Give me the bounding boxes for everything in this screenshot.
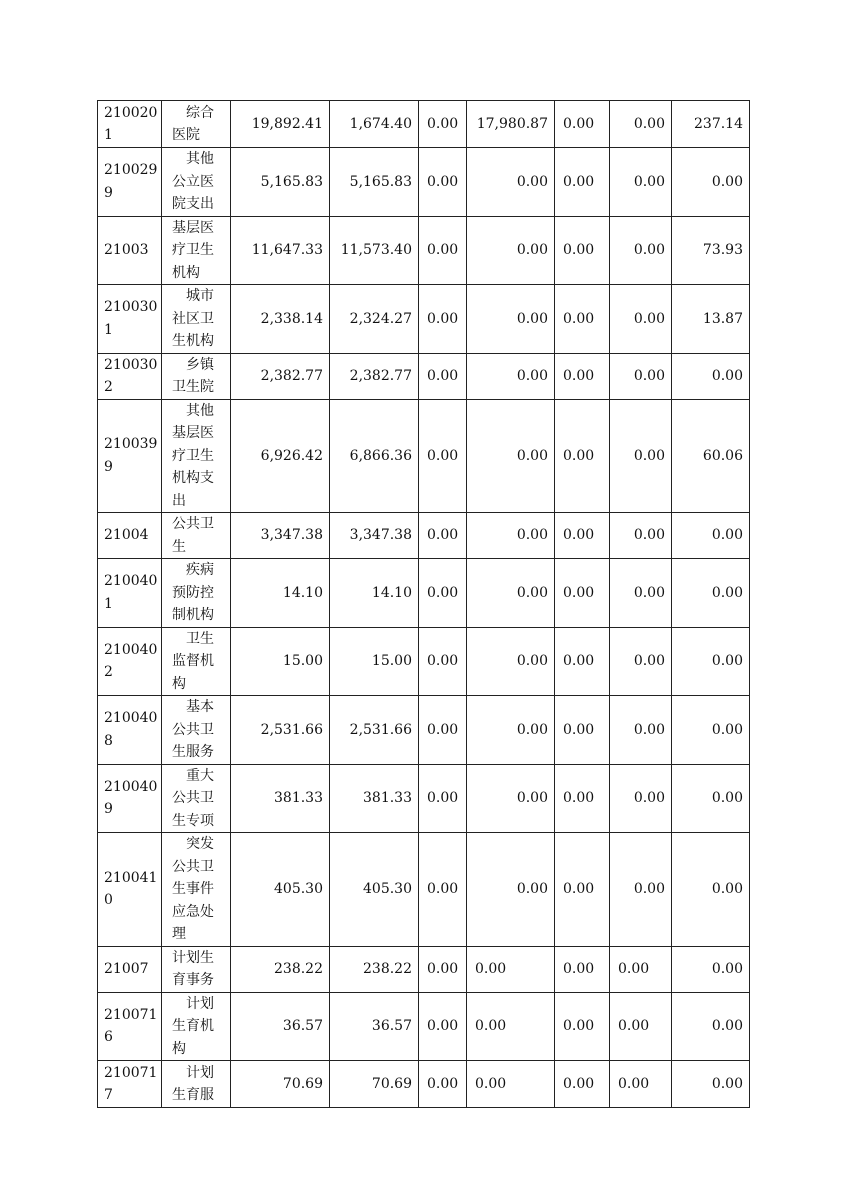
amount-cell-v3: 0.00 xyxy=(419,101,467,148)
amount-cell-v5: 0.00 xyxy=(555,353,610,399)
amount-cell-v3: 0.00 xyxy=(419,285,467,354)
account-code-cell xyxy=(98,513,162,559)
amount-cell-v2: 2,382.77 xyxy=(330,353,419,399)
table-row xyxy=(98,216,750,285)
amount-cell-v5: 0.00 xyxy=(555,946,610,992)
account-name-cell xyxy=(162,101,231,148)
budget-expenditure-table xyxy=(97,100,750,1108)
amount-cell-v1: 238.22 xyxy=(231,946,330,992)
amount-cell-v7: 0.00 xyxy=(672,513,750,559)
account-name-line: 疾病 xyxy=(186,562,214,578)
account-name-line: 公共卫 xyxy=(172,516,214,532)
account-code-text: 21003 xyxy=(104,242,149,258)
amount-cell-v2: 70.69 xyxy=(330,1061,419,1108)
account-code-cell xyxy=(98,992,162,1061)
account-code-text: 8 xyxy=(104,732,113,749)
amount-cell-v7: 0.00 xyxy=(672,148,750,217)
amount-cell-v3: 0.00 xyxy=(419,1061,467,1108)
account-name-line: 理 xyxy=(172,926,186,942)
account-name-line: 制机构 xyxy=(172,607,214,623)
amount-cell-v4: 0.00 xyxy=(467,559,555,628)
amount-cell-v4: 0.00 xyxy=(467,627,555,696)
amount-cell-v6: 0.00 xyxy=(610,559,672,628)
account-name-cell xyxy=(162,559,231,628)
account-code-text: 6 xyxy=(104,1029,113,1046)
table-row xyxy=(98,992,750,1061)
amount-cell-v3: 0.00 xyxy=(419,627,467,696)
amount-cell-v5: 0.00 xyxy=(555,992,610,1061)
account-name-line: 生 xyxy=(172,538,186,555)
account-name-cell xyxy=(162,992,231,1061)
amount-cell-v1: 70.69 xyxy=(231,1061,330,1108)
amount-cell-v3: 0.00 xyxy=(419,764,467,833)
table-row xyxy=(98,399,750,513)
table-row xyxy=(98,285,750,354)
account-name-line: 公共卫 xyxy=(172,721,214,738)
table-row xyxy=(98,1061,750,1108)
account-name-line: 乡镇 xyxy=(186,356,214,373)
account-code-cell xyxy=(98,216,162,285)
account-code-text: 210040 xyxy=(104,710,158,727)
amount-cell-v6: 0.00 xyxy=(610,513,672,559)
table-row xyxy=(98,148,750,217)
account-name-line: 卫生 xyxy=(186,630,214,647)
account-name-cell xyxy=(162,285,231,354)
account-name-line: 生服务 xyxy=(172,744,214,760)
account-name-line: 生育机 xyxy=(172,1018,214,1034)
amount-cell-v2: 381.33 xyxy=(330,764,419,833)
account-code-text: 9 xyxy=(104,184,113,201)
amount-cell-v6: 0.00 xyxy=(610,833,672,947)
account-name-line: 院支出 xyxy=(172,196,214,212)
amount-cell-v7: 73.93 xyxy=(672,216,750,285)
amount-cell-v2: 1,674.40 xyxy=(330,101,419,148)
account-code-cell xyxy=(98,285,162,354)
amount-cell-v2: 405.30 xyxy=(330,833,419,947)
account-name-cell xyxy=(162,216,231,285)
account-name-line: 机构 xyxy=(172,264,200,281)
table-row xyxy=(98,946,750,992)
amount-cell-v6: 0.00 xyxy=(610,1061,672,1108)
amount-cell-v4: 17,980.87 xyxy=(467,101,555,148)
account-code-text: 210029 xyxy=(104,162,158,179)
account-name-line: 疗卫生 xyxy=(172,242,214,258)
account-name-line: 综合 xyxy=(186,104,214,121)
table-row xyxy=(98,559,750,628)
amount-cell-v1: 14.10 xyxy=(231,559,330,628)
account-code-text: 0 xyxy=(104,892,113,909)
account-code-cell xyxy=(98,559,162,628)
account-code-text: 210020 xyxy=(104,104,158,121)
amount-cell-v7: 0.00 xyxy=(672,992,750,1061)
account-code-text: 2 xyxy=(104,664,113,681)
account-code-cell xyxy=(98,696,162,765)
table-row xyxy=(98,513,750,559)
amount-cell-v2: 15.00 xyxy=(330,627,419,696)
amount-cell-v3: 0.00 xyxy=(419,696,467,765)
amount-cell-v6: 0.00 xyxy=(610,216,672,285)
amount-cell-v4: 0.00 xyxy=(467,148,555,217)
amount-cell-v1: 381.33 xyxy=(231,764,330,833)
account-code-cell xyxy=(98,148,162,217)
account-name-line: 计划 xyxy=(186,1064,214,1081)
amount-cell-v2: 3,347.38 xyxy=(330,513,419,559)
amount-cell-v6: 0.00 xyxy=(610,101,672,148)
amount-cell-v1: 405.30 xyxy=(231,833,330,947)
amount-cell-v6: 0.00 xyxy=(610,764,672,833)
amount-cell-v7: 0.00 xyxy=(672,353,750,399)
table-row xyxy=(98,101,750,148)
account-name-line: 医院 xyxy=(172,127,200,143)
account-code-cell xyxy=(98,946,162,992)
account-code-text: 210040 xyxy=(104,778,158,795)
amount-cell-v6: 0.00 xyxy=(610,353,672,399)
amount-cell-v2: 14.10 xyxy=(330,559,419,628)
amount-cell-v6: 0.00 xyxy=(610,627,672,696)
account-name-cell xyxy=(162,627,231,696)
account-code-text: 210071 xyxy=(104,1064,158,1081)
account-code-text: 1 xyxy=(104,321,113,338)
account-name-cell xyxy=(162,764,231,833)
account-code-text: 1 xyxy=(104,595,113,612)
amount-cell-v3: 0.00 xyxy=(419,513,467,559)
amount-cell-v7: 60.06 xyxy=(672,399,750,513)
account-name-line: 疗卫生 xyxy=(172,447,214,464)
amount-cell-v5: 0.00 xyxy=(555,216,610,285)
amount-cell-v3: 0.00 xyxy=(419,353,467,399)
account-name-line: 基本 xyxy=(186,699,214,715)
amount-cell-v4: 0.00 xyxy=(467,216,555,285)
account-code-text: 210041 xyxy=(104,869,158,886)
amount-cell-v1: 19,892.41 xyxy=(231,101,330,148)
amount-cell-v3: 0.00 xyxy=(419,148,467,217)
account-name-line: 生机构 xyxy=(172,333,214,349)
amount-cell-v3: 0.00 xyxy=(419,833,467,947)
amount-cell-v4: 0.00 xyxy=(467,992,555,1061)
amount-cell-v5: 0.00 xyxy=(555,627,610,696)
amount-cell-v1: 15.00 xyxy=(231,627,330,696)
account-name-line: 卫生院 xyxy=(172,379,214,395)
account-name-cell xyxy=(162,1061,231,1108)
amount-cell-v7: 0.00 xyxy=(672,696,750,765)
amount-cell-v1: 3,347.38 xyxy=(231,513,330,559)
account-code-text: 210030 xyxy=(104,356,158,373)
amount-cell-v4: 0.00 xyxy=(467,696,555,765)
amount-cell-v4: 0.00 xyxy=(467,833,555,947)
account-code-text: 7 xyxy=(104,1087,113,1103)
amount-cell-v5: 0.00 xyxy=(555,1061,610,1108)
amount-cell-v5: 0.00 xyxy=(555,696,610,765)
amount-cell-v7: 0.00 xyxy=(672,627,750,696)
account-name-line: 公共卫 xyxy=(172,790,214,806)
amount-cell-v6: 0.00 xyxy=(610,399,672,513)
account-name-line: 监督机 xyxy=(172,653,214,669)
amount-cell-v5: 0.00 xyxy=(555,559,610,628)
account-name-line: 重大 xyxy=(186,767,214,784)
account-name-cell xyxy=(162,399,231,513)
account-name-line: 育事务 xyxy=(172,972,214,988)
account-name-line: 计划生 xyxy=(172,949,214,966)
table-row xyxy=(98,833,750,947)
account-code-cell xyxy=(98,353,162,399)
account-name-line: 构 xyxy=(172,675,186,692)
amount-cell-v1: 5,165.83 xyxy=(231,148,330,217)
amount-cell-v5: 0.00 xyxy=(555,764,610,833)
amount-cell-v7: 0.00 xyxy=(672,1061,750,1108)
amount-cell-v2: 238.22 xyxy=(330,946,419,992)
account-code-cell xyxy=(98,1061,162,1108)
account-code-text: 21004 xyxy=(104,527,149,544)
account-code-text: 210040 xyxy=(104,641,158,658)
account-code-cell xyxy=(98,764,162,833)
amount-cell-v7: 13.87 xyxy=(672,285,750,354)
account-name-line: 突发 xyxy=(186,836,214,852)
amount-cell-v7: 0.00 xyxy=(672,946,750,992)
amount-cell-v4: 0.00 xyxy=(467,353,555,399)
account-name-line: 其他 xyxy=(186,402,214,419)
account-name-cell xyxy=(162,696,231,765)
amount-cell-v5: 0.00 xyxy=(555,101,610,148)
account-code-text: 1 xyxy=(104,127,113,143)
table-row xyxy=(98,353,750,399)
account-name-line: 公共卫 xyxy=(172,858,214,875)
amount-cell-v4: 0.00 xyxy=(467,285,555,354)
amount-cell-v1: 2,531.66 xyxy=(231,696,330,765)
amount-cell-v7: 0.00 xyxy=(672,559,750,628)
amount-cell-v4: 0.00 xyxy=(467,764,555,833)
amount-cell-v1: 36.57 xyxy=(231,992,330,1061)
account-name-line: 基层医 xyxy=(172,219,214,236)
account-name-cell xyxy=(162,833,231,947)
amount-cell-v4: 0.00 xyxy=(467,1061,555,1108)
account-name-line: 生事件 xyxy=(172,881,214,897)
amount-cell-v5: 0.00 xyxy=(555,285,610,354)
account-code-text: 210030 xyxy=(104,299,158,316)
amount-cell-v7: 0.00 xyxy=(672,833,750,947)
amount-cell-v4: 0.00 xyxy=(467,946,555,992)
account-name-line: 预防控 xyxy=(172,584,214,601)
account-name-line: 社区卫 xyxy=(172,310,214,327)
account-name-cell xyxy=(162,353,231,399)
account-name-line: 构 xyxy=(172,1040,186,1057)
amount-cell-v6: 0.00 xyxy=(610,946,672,992)
account-code-cell xyxy=(98,627,162,696)
amount-cell-v5: 0.00 xyxy=(555,513,610,559)
account-name-cell xyxy=(162,148,231,217)
amount-cell-v6: 0.00 xyxy=(610,285,672,354)
amount-cell-v6: 0.00 xyxy=(610,696,672,765)
account-code-text: 210040 xyxy=(104,573,158,590)
amount-cell-v7: 0.00 xyxy=(672,764,750,833)
amount-cell-v1: 6,926.42 xyxy=(231,399,330,513)
account-code-text: 9 xyxy=(104,801,113,818)
account-name-line: 机构支 xyxy=(172,470,214,486)
amount-cell-v3: 0.00 xyxy=(419,946,467,992)
amount-cell-v3: 0.00 xyxy=(419,559,467,628)
account-name-line: 生育服 xyxy=(172,1087,214,1103)
amount-cell-v6: 0.00 xyxy=(610,992,672,1061)
amount-cell-v5: 0.00 xyxy=(555,148,610,217)
amount-cell-v1: 2,382.77 xyxy=(231,353,330,399)
account-name-line: 公立医 xyxy=(172,173,214,190)
account-code-cell xyxy=(98,399,162,513)
account-name-cell xyxy=(162,513,231,559)
amount-cell-v3: 0.00 xyxy=(419,992,467,1061)
account-code-text: 9 xyxy=(104,458,113,475)
account-code-cell xyxy=(98,833,162,947)
amount-cell-v1: 11,647.33 xyxy=(231,216,330,285)
amount-cell-v2: 2,324.27 xyxy=(330,285,419,354)
account-code-text: 21007 xyxy=(104,960,149,977)
amount-cell-v4: 0.00 xyxy=(467,399,555,513)
account-code-text: 210039 xyxy=(104,436,158,453)
table-row xyxy=(98,627,750,696)
account-name-line: 城市 xyxy=(186,288,214,304)
table-row xyxy=(98,764,750,833)
amount-cell-v2: 36.57 xyxy=(330,992,419,1061)
account-name-line: 生专项 xyxy=(172,812,214,829)
amount-cell-v7: 237.14 xyxy=(672,101,750,148)
account-name-cell xyxy=(162,946,231,992)
account-code-cell xyxy=(98,101,162,148)
amount-cell-v2: 6,866.36 xyxy=(330,399,419,513)
account-name-line: 基层医 xyxy=(172,425,214,441)
account-name-line: 应急处 xyxy=(172,903,214,920)
amount-cell-v2: 2,531.66 xyxy=(330,696,419,765)
amount-cell-v2: 11,573.40 xyxy=(330,216,419,285)
amount-cell-v6: 0.00 xyxy=(610,148,672,217)
amount-cell-v1: 2,338.14 xyxy=(231,285,330,354)
amount-cell-v4: 0.00 xyxy=(467,513,555,559)
amount-cell-v2: 5,165.83 xyxy=(330,148,419,217)
amount-cell-v3: 0.00 xyxy=(419,399,467,513)
amount-cell-v5: 0.00 xyxy=(555,833,610,947)
account-name-line: 出 xyxy=(172,492,186,509)
amount-cell-v5: 0.00 xyxy=(555,399,610,513)
table-row xyxy=(98,696,750,765)
amount-cell-v3: 0.00 xyxy=(419,216,467,285)
account-code-text: 2 xyxy=(104,379,113,395)
account-code-text: 210071 xyxy=(104,1006,158,1023)
account-name-line: 其他 xyxy=(186,151,214,167)
account-name-line: 计划 xyxy=(186,995,214,1012)
